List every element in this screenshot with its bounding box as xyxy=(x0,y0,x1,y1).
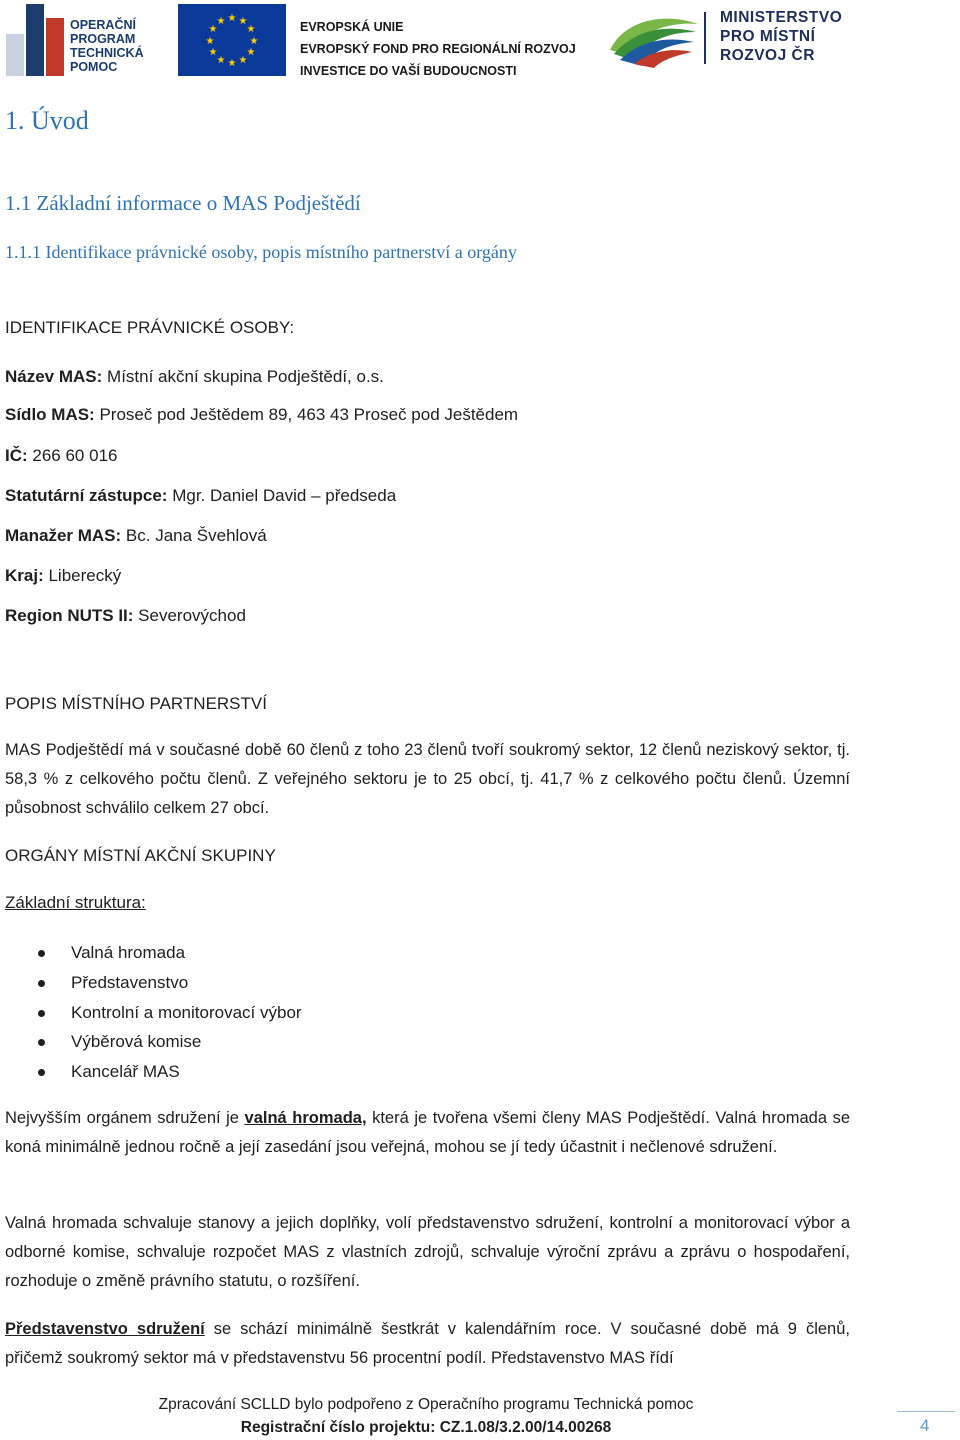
field-kraj xyxy=(5,566,121,586)
optp-text: OPERAČNÍ PROGRAM TECHNICKÁ POMOC xyxy=(70,18,144,74)
eu-stars-icon xyxy=(178,4,286,76)
field-label: Název MAS: xyxy=(5,367,103,386)
eu-flag-icon xyxy=(178,4,286,76)
field-label: Manažer MAS: xyxy=(5,526,122,545)
field-nazev-mas xyxy=(5,367,384,387)
page-number: 4 xyxy=(920,1416,930,1435)
svg-text:★: ★ xyxy=(205,36,215,47)
bullet-icon xyxy=(38,1039,45,1046)
valna-hromada-term: valná hromada, xyxy=(244,1109,367,1127)
bullet-icon xyxy=(38,950,45,957)
field-label: Sídlo MAS: xyxy=(5,405,95,424)
svg-text:★: ★ xyxy=(246,24,256,35)
eu-erdf-logo xyxy=(178,4,576,78)
svg-text:★: ★ xyxy=(216,16,226,27)
svg-text:★: ★ xyxy=(227,13,237,24)
bullet-icon xyxy=(38,1069,45,1076)
structure-label: Základní struktura: xyxy=(5,893,146,912)
heading-zakladni-informace: 1.1 Základní informace o MAS Podještědí xyxy=(5,191,361,215)
list-item: Kontrolní a monitorovací výbor xyxy=(38,998,302,1028)
svg-text:★: ★ xyxy=(246,47,256,58)
svg-text:★: ★ xyxy=(208,47,218,58)
mmr-emblem-icon xyxy=(604,10,704,70)
field-sidlo-mas xyxy=(5,405,518,425)
header-logos xyxy=(0,0,960,80)
heading-uvod: 1. Úvod xyxy=(5,106,89,135)
organs-list xyxy=(38,938,302,1087)
footer-registration-number: Registrační číslo projektu: CZ.1.08/3.2.00/14.00268 xyxy=(240,1419,612,1436)
list-item: Valná hromada xyxy=(38,938,302,968)
field-value: Místní akční skupina Podještědí, o.s. xyxy=(102,367,384,386)
partnership-paragraph: MAS Podještědí má v současné době 60 členů z toho 23 členů tvoří soukromý sektor, 12 členů neziskový sektor, tj. 58,3 % z celkového počtu členů. Z veřejného sektoru je to 25 obcí, tj. 41,7 % z celkového počtu členů. Územní působnost schválilo celkem 27 obcí. xyxy=(5,741,850,817)
field-value: Liberecký xyxy=(43,566,122,585)
field-label: Region NUTS II: xyxy=(5,606,134,625)
field-label: IČ: xyxy=(5,446,28,465)
field-manazer-mas xyxy=(5,526,267,546)
predstavenstvo-paragraph: Představenstvo sdružení se schází minimálně šestkrát v kalendářním roce. V současné době má 9 členů, přičemž soukromý sektor má v představenstvu 56 procentní podíl. Představenstvo MAS řídí xyxy=(5,1320,850,1367)
valna-hromada-powers-paragraph: Valná hromada schvaluje stanovy a jejich doplňky, volí představenstvo sdružení, kontrolní a monitorovací výbor a odborné komise, schvaluje rozpočet MAS z vlastních zdrojů, schvaluje výroční zprávu a zprávu o hospodaření, rozhoduje o změně právního statutu, o rozšíření. xyxy=(5,1214,850,1290)
field-label: Kraj: xyxy=(5,566,44,585)
list-item: Představenstvo xyxy=(38,968,302,998)
heading-identifikace: 1.1.1 Identifikace právnické osoby, popis místního partnerství a orgány xyxy=(5,242,517,262)
bullet-icon xyxy=(38,1010,45,1017)
optp-bars-icon xyxy=(6,4,64,76)
partnership-title: POPIS MÍSTNÍHO PARTNERSTVÍ xyxy=(5,694,267,713)
field-ic xyxy=(5,446,117,466)
field-value: Proseč pod Ještědem 89, 463 43 Proseč pod Ještědem xyxy=(94,405,519,424)
field-value: Severovýchod xyxy=(133,606,246,625)
field-region-nuts xyxy=(5,606,246,626)
eu-text: EVROPSKÁ UNIE EVROPSKÝ FOND PRO REGIONÁLNÍ ROZVOJ INVESTICE DO VAŠÍ BUDOUCNOSTI xyxy=(300,20,576,78)
bullet-icon xyxy=(38,980,45,987)
field-label: Statutární zástupce: xyxy=(5,486,168,505)
field-value: 266 60 016 xyxy=(27,446,118,465)
svg-text:★: ★ xyxy=(227,58,237,69)
footer-funding-note: Zpracování SCLLD bylo podpořeno z Operačního programu Technická pomoc xyxy=(158,1396,694,1413)
organs-title: ORGÁNY MÍSTNÍ AKČNÍ SKUPINY xyxy=(5,846,276,865)
valna-hromada-paragraph: Nejvyšším orgánem sdružení je valná hromada, která je tvořena všemi členy MAS Podještědí. Valná hromada se koná minimálně jednou ročně a její zasedání jsou veřejná, mohou se jí tedy účastnit i nečlenové sdružení. xyxy=(5,1109,851,1156)
svg-text:★: ★ xyxy=(238,55,248,66)
field-value: Mgr. Daniel David – předseda xyxy=(167,486,397,505)
predstavenstvo-term: Představenstvo sdružení xyxy=(5,1320,205,1338)
mmr-divider xyxy=(704,12,706,64)
svg-text:★: ★ xyxy=(216,55,226,66)
field-value: Bc. Jana Švehlová xyxy=(121,526,267,545)
list-item: Výběrová komise xyxy=(38,1027,302,1057)
field-statutarni-zastupce xyxy=(5,486,396,506)
identification-title: IDENTIFIKACE PRÁVNICKÉ OSOBY: xyxy=(5,318,295,337)
svg-text:★: ★ xyxy=(238,16,248,27)
svg-text:★: ★ xyxy=(249,36,259,47)
svg-text:★: ★ xyxy=(208,24,218,35)
op-technicka-pomoc-logo xyxy=(6,4,146,76)
page-number-rule xyxy=(897,1411,955,1412)
mmr-text: MINISTERSTVO PRO MÍSTNÍ ROZVOJ ČR xyxy=(720,9,843,64)
list-item: Kancelář MAS xyxy=(38,1057,302,1087)
